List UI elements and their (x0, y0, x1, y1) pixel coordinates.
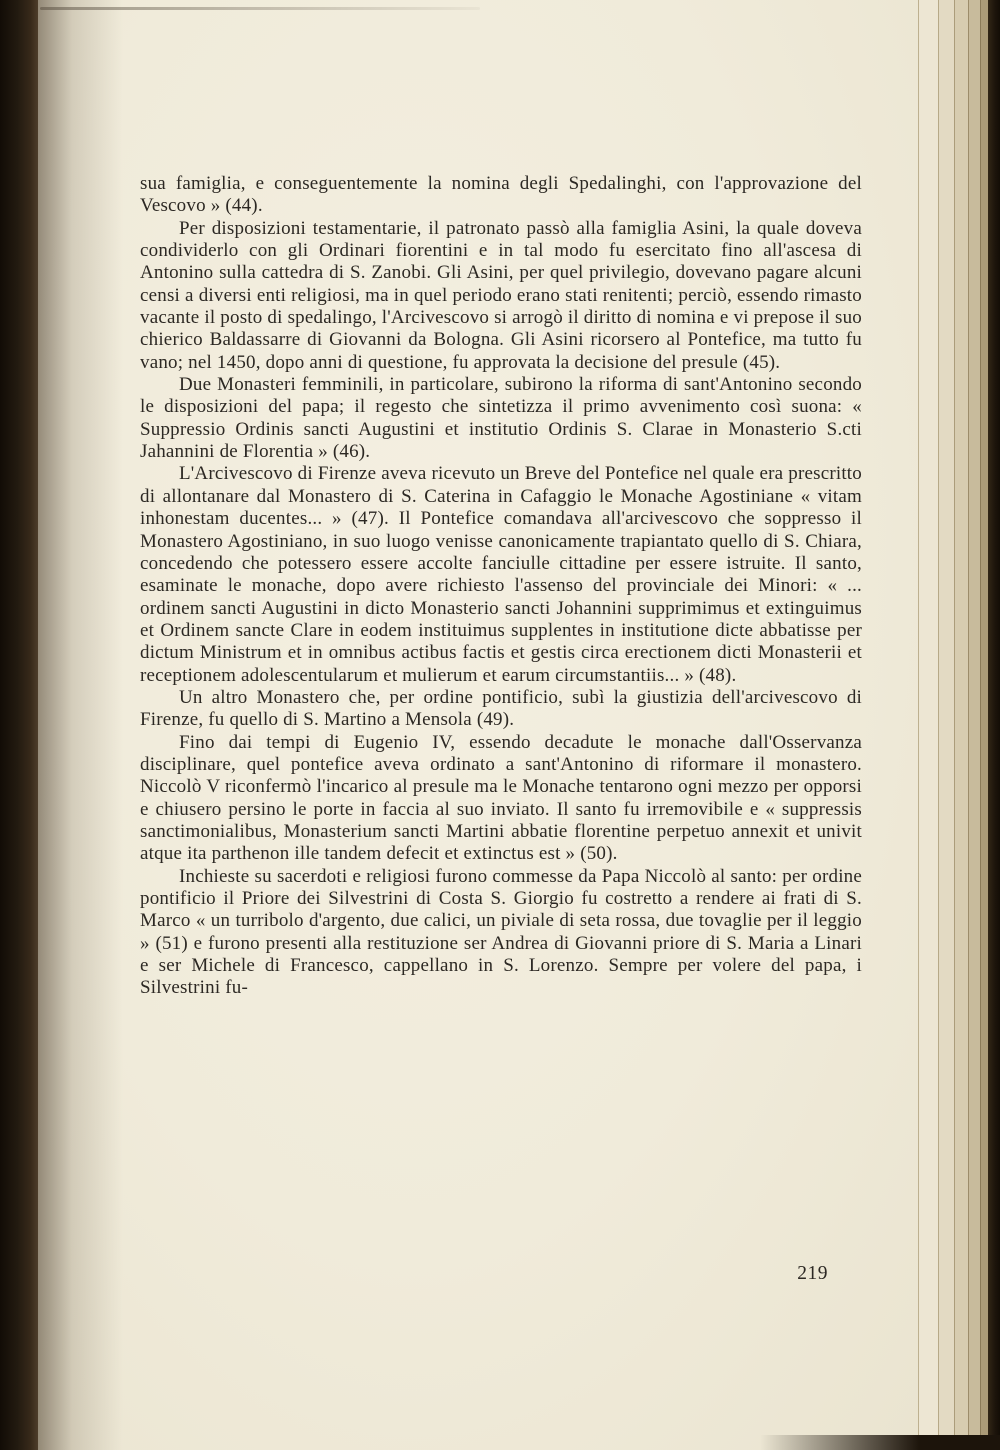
page-edge-strip (938, 0, 955, 1450)
book-cover-edge (988, 0, 1000, 1450)
page-edge-strip (918, 0, 938, 1450)
page-edge-strip (980, 0, 988, 1450)
top-page-edge-line (40, 7, 480, 10)
paragraph: Due Monasteri femminili, in particolare, subirono la riforma di sant'Antonino secondo le disposizioni del papa; il regesto che sintetizza il primo avvenimento così suona: « Suppressio Ordinis sancti Augustini et institutio Ordinis S. Clarae in Monasterio S.cti Jahannini de Florentia » (46). (140, 374, 862, 463)
paragraph: Inchieste su sacerdoti e religiosi furono commesse da Papa Niccolò al santo: per ordine pontificio il Priore dei Silvestrini di Costa S. Giorgio fu costretto a rendere ai frati di S. Marco « un turribolo d'argento, due calici, un piviale di seta rossa, due tovaglie per il leggio » (51) e furono presenti alla restituzione ser Andrea di Giovanni priore di S. Maria a Linari e ser Michele di Francesco, cappellano in S. Lorenzo. Sempre per volere del papa, i Silvestrini fu- (140, 865, 862, 999)
book-spine (0, 0, 38, 1450)
paragraph: L'Arcivescovo di Firenze aveva ricevuto un Breve del Pontefice nel quale era prescritto di allontanare dal Monastero di S. Caterina in Cafaggio le Monache Agostiniane « vitam inhonestam ducentes... » (47). Il Pontefice comandava all'arcivescovo che soppresso il Monastero Agostiniano, in suo luogo venisse canonicamente trapiantato quello di S. Chiara, concedendo che potessero essere accolte fanciulle cittadine per essere istruite. Il santo, esaminate le monache, dopo avere richiesto l'assenso del provinciale dei Minori: « ... ordinem sancti Augustini in dicto Monasterio sancti Johannini supprimimus et extinguimus et Ordinem sancte Clare in eodem instituimus supplentes in institutione dicte abbatisse per dictum Ministrum et in omnibus actibus factis et gestis circa erectionem dicti Monasterii et receptionem adolescentularum et mulierum et earum circumstantiis... » (48). (140, 463, 862, 686)
paragraph: Fino dai tempi di Eugenio IV, essendo decadute le monache dall'Osservanza disciplinare, quel pontefice aveva ordinato a sant'Antonino di riformare il monastero. Niccolò V riconfermò l'incarico al presule ma le Monache tentarono ogni mezzo per opporsi e chiusero persino le porte in faccia al suo inviato. Il santo fu irremovibile e « suppressis sanctimonialibus, Monasterium sancti Martini abbatie florentine perpetuo annexit et univit atque ita parthenon ille tandem defecit et extinctus est » (50). (140, 731, 862, 865)
text-block (140, 173, 862, 1000)
gutter-shadow (38, 0, 123, 1450)
page-edge-strip (968, 0, 979, 1450)
paragraph: sua famiglia, e conseguentemente la nomina degli Spedalinghi, con l'approvazione del Vescovo » (44). (140, 173, 862, 217)
page-edges (918, 0, 988, 1450)
bottom-shadow (760, 1435, 1000, 1450)
page-edge-strip (954, 0, 968, 1450)
page-number: 219 (797, 1263, 828, 1284)
paragraph: Un altro Monastero che, per ordine pontificio, subì la giustizia dell'arcivescovo di Firenze, fu quello di S. Martino a Mensola (49). (140, 686, 862, 731)
paragraph: Per disposizioni testamentarie, il patronato passò alla famiglia Asini, la quale doveva condividerlo con gli Ordinari fiorentini e in tal modo fu esercitato fino all'ascesa di Antonino sulla cattedra di S. Zanobi. Gli Asini, per quel privilegio, dovevano pagare alcuni censi a diversi enti religiosi, ma in quel periodo erano stati renitenti; perciò, essendo rimasto vacante il posto di spedalingo, l'Arcivescovo si arrogò il diritto di nomina e vi prepose il suo chierico Baldassarre di Giovanni da Bologna. Gli Asini ricorsero al Pontefice, ma tutto fu vano; nel 1450, dopo anni di questione, fu approvata la decisione del presule (45). (140, 217, 862, 373)
